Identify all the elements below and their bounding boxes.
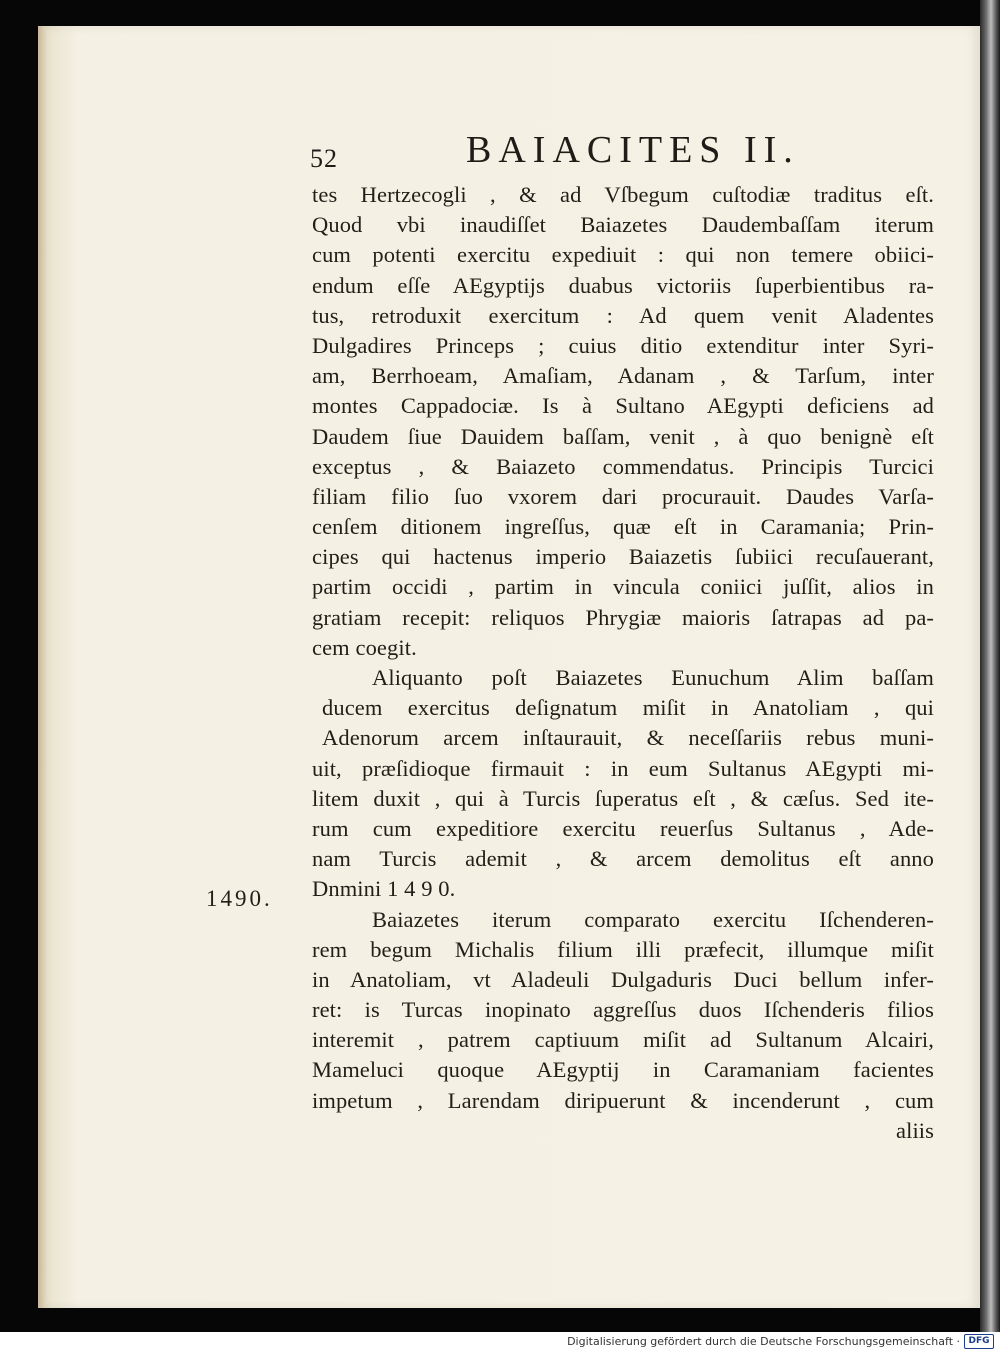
text-line: gratiam recepit: reliquos Phrygiæ maioris ſatrapas ad pa- bbox=[312, 604, 934, 630]
paragraph-start-line: Baiazetes iterum comparato exercitu Iſchenderen- bbox=[372, 906, 934, 932]
margin-note-year: 1490. bbox=[206, 886, 273, 911]
text-line: am, Berrhoeam, Amaſiam, Adanam , & Tarſum, inter bbox=[312, 363, 934, 389]
funding-credit: Digitalisierung gefördert durch die Deutsche Forschungsgemeinschaft · bbox=[567, 1335, 960, 1348]
page-number: 52 bbox=[310, 144, 338, 173]
text-line: ducem exercitus deſignatum miſit in Anatoliam , qui bbox=[322, 695, 934, 721]
text-line: partim occidi , partim in vincula coniici juſſit, alios in bbox=[312, 574, 934, 600]
text-line: cem coegit. bbox=[312, 634, 417, 660]
text-line: in Anatoliam, vt Aladeuli Dulgaduris Duci bellum infer- bbox=[312, 966, 934, 992]
text-line: uit, præſidioque firmauit : in eum Sultanus AEgypti mi- bbox=[312, 755, 934, 781]
text-line: Dulgadires Princeps ; cuius ditio extenditur inter Syri- bbox=[312, 332, 934, 358]
page-edge-shadow bbox=[38, 26, 46, 1308]
text-line: cipes qui hactenus imperio Baiazetis ſubiici recuſauerant, bbox=[312, 544, 934, 570]
text-line: nam Turcis ademit , & arcem demolitus eſt anno bbox=[312, 846, 934, 872]
text-line: rum cum expeditiore exercitu reuerſus Sultanus , Ade- bbox=[312, 815, 934, 841]
text-line: ret: is Turcas inopinato aggreſſus duos Iſchenderis filios bbox=[312, 997, 934, 1023]
text-line: filiam filio ſuo vxorem dari procurauit. Daudes Varſa- bbox=[312, 483, 934, 509]
text-line: Mameluci quoque AEgyptij in Caramaniam facientes bbox=[312, 1057, 934, 1083]
footer-bar bbox=[0, 1332, 1000, 1352]
book-spine-strip bbox=[980, 0, 1000, 1332]
text-line: tes Hertzecogli , & ad Vſbegum cuſtodiæ traditus eſt. bbox=[312, 182, 934, 207]
text-line: Daudem ſiue Dauidem baſſam, venit , à quo benignè eſt bbox=[312, 423, 934, 449]
running-head bbox=[310, 128, 800, 173]
text-line: cum potenti exercitu expediuit : qui non temere obiici- bbox=[312, 242, 934, 268]
text-line: rem begum Michalis filium illi præfecit, illumque miſit bbox=[312, 936, 934, 962]
text-line: litem duxit , qui à Turcis ſuperatus eſt , & cæſus. Sed ite- bbox=[312, 785, 934, 811]
text-line: endum eſſe AEgyptijs duabus victoriis ſuperbientibus ra- bbox=[312, 272, 934, 298]
text-line: Quod vbi inaudiſſet Baiazetes Daudembaſſam iterum bbox=[312, 212, 934, 238]
text-line: impetum , Larendam diripuerunt & incenderunt , cum bbox=[312, 1087, 934, 1113]
catchword: aliis bbox=[896, 1117, 934, 1143]
text-line: Dnmini 1 4 9 0. bbox=[312, 876, 456, 902]
text-line: exceptus , & Baiazeto commendatus. Principis Turcici bbox=[312, 453, 934, 479]
text-line: montes Cappadociæ. Is à Sultano AEgypti deficiens ad bbox=[312, 393, 934, 419]
text-line: interemit , patrem captiuum miſit ad Sultanum Alcairi, bbox=[312, 1027, 934, 1053]
paragraph-start-line: Aliquanto poſt Baiazetes Eunuchum Alim baſſam bbox=[372, 665, 934, 690]
text-line: Adenorum arcem inſtaurauit, & neceſſariis rebus muni- bbox=[322, 725, 934, 751]
running-title: BAIACITES II. bbox=[466, 129, 800, 171]
body-text bbox=[312, 180, 934, 1146]
text-line: tus, retroduxit exercitum : Ad quem venit Aladentes bbox=[312, 302, 934, 328]
dfg-logo-icon: DFG bbox=[964, 1334, 994, 1349]
text-line: cenſem ditionem ingreſſus, quæ eſt in Caramania; Prin- bbox=[312, 514, 934, 540]
